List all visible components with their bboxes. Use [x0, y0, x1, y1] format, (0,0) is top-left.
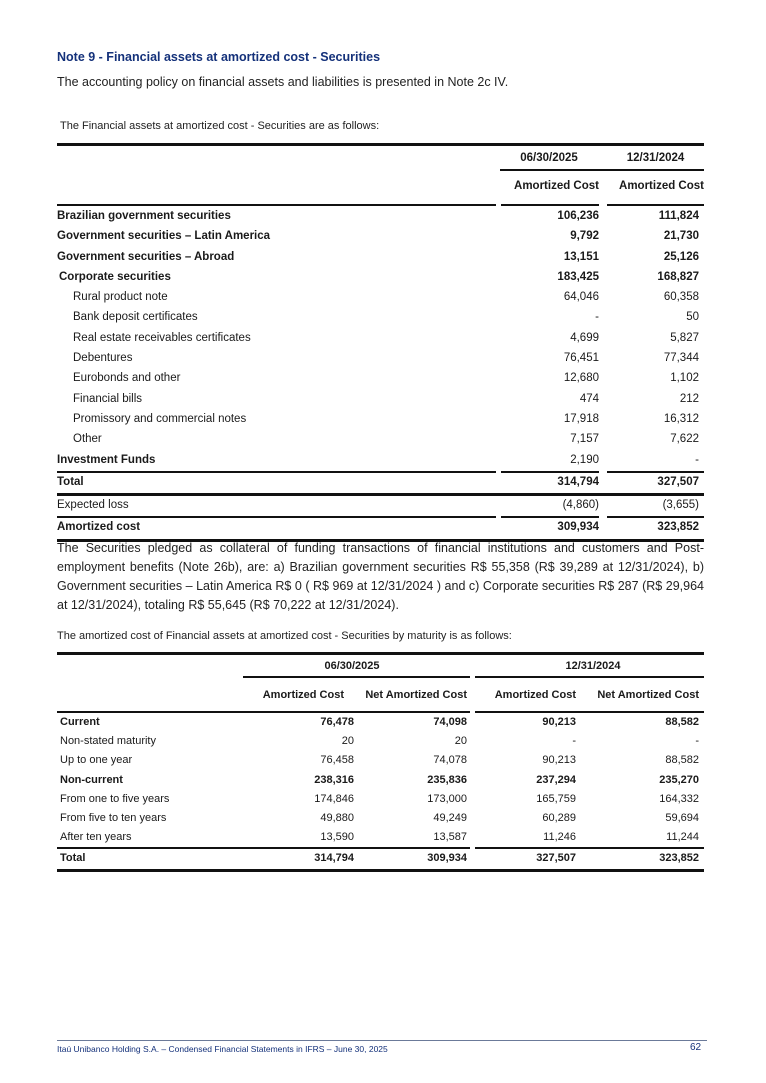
- table-row: Non-current 238,316 235,836 237,294 235,270: [60, 773, 699, 786]
- table2-intro: The amortized cost of Financial assets at amortized cost - Securities by maturity is as follows:: [57, 630, 512, 642]
- table1-intro: The Financial assets at amortized cost - Securities are as follows:: [60, 120, 380, 132]
- table-row: From one to five years 174,846 173,000 165,759 164,332: [60, 792, 699, 805]
- table-row: Eurobonds and other 12,680 1,102: [73, 372, 699, 385]
- pledged-securities-paragraph: The Securities pledged as collateral of funding transactions of financial institutions and customers and Post-employment benefits (Note 26b), are: a) Brazilian government securities R$ 55,358 (R$ 39,289 at 12/31/2024), b) Government securities – Latin America R$ 0 ( R$ 969 at 12/31/2024 ) and c) Corporate securities R$ 287 (R$ 29,964 at 12/31/2024), totaling R$ 55,645 (R$ 70,222 at 12/31/2024).: [57, 541, 704, 612]
- table-row: Current 76,478 74,098 90,213 88,582: [60, 716, 699, 728]
- col-header-2: Amortized Cost: [619, 180, 704, 192]
- col-header-1: Amortized Cost: [514, 180, 599, 192]
- table-row: Government securities – Abroad 13,151 25,126: [57, 250, 699, 263]
- table-row: Rural product note 64,046 60,358: [73, 291, 699, 304]
- date-header-1: 06/30/2025: [324, 660, 380, 672]
- col-header-1: Amortized Cost: [262, 689, 344, 701]
- date-header-row: [57, 146, 704, 170]
- table-row: Other 7,157 7,622: [73, 433, 699, 446]
- securities-table: [57, 143, 704, 542]
- table-row: Investment Funds 2,190 -: [57, 453, 699, 466]
- table-row: Corporate securities 183,425 168,827: [59, 270, 699, 283]
- table-row: Bank deposit certificates - 50: [73, 311, 699, 324]
- column-header-row: [57, 170, 704, 204]
- table-row: Debentures 76,451 77,344: [73, 352, 699, 365]
- footer-text: Itaú Unibanco Holding S.A. – Condensed Financial Statements in IFRS – June 30, 2025: [57, 1044, 388, 1054]
- table-row: Government securities – Latin America 9,792 21,730: [57, 230, 699, 243]
- amortized-cost-row: Amortized cost 309,934 323,852: [57, 521, 699, 534]
- total-row: Total 314,794 309,934 327,507 323,852: [60, 852, 699, 865]
- table-row: Up to one year 76,458 74,078 90,213 88,582: [60, 754, 699, 767]
- table-row: Brazilian government securities 106,236 111,824: [57, 210, 699, 222]
- page-number: 62: [690, 1042, 702, 1053]
- table-row: From five to ten years 49,880 49,249 60,289 59,694: [60, 811, 699, 824]
- note-title: Note 9 - Financial assets at amortized cost - Securities: [57, 50, 381, 64]
- date-header-1: 06/30/2025: [520, 152, 578, 164]
- total-row: Total 314,794 327,507: [57, 475, 699, 488]
- table-row: Non-stated maturity 20 20 - -: [60, 735, 699, 748]
- date-header-2: 12/31/2024: [565, 660, 621, 672]
- table-row: Promissory and commercial notes 17,918 16,312: [73, 412, 699, 425]
- policy-text: The accounting policy on financial assets and liabilities is presented in Note 2c IV.: [57, 75, 509, 89]
- col-header-2: Net Amortized Cost: [365, 689, 467, 701]
- table-row: After ten years 13,590 13,587 11,246 11,244: [60, 831, 699, 844]
- footer-rule: [57, 1040, 707, 1041]
- table-row: Real estate receivables certificates 4,699 5,827: [73, 331, 699, 344]
- col-header-4: Net Amortized Cost: [597, 689, 699, 701]
- expected-loss-row: Expected loss (4,860) (3,655): [57, 499, 699, 512]
- col-header-3: Amortized Cost: [494, 689, 576, 701]
- date-header-2: 12/31/2024: [626, 152, 685, 164]
- table-row: Financial bills 474 212: [73, 392, 699, 405]
- maturity-table: [57, 652, 704, 872]
